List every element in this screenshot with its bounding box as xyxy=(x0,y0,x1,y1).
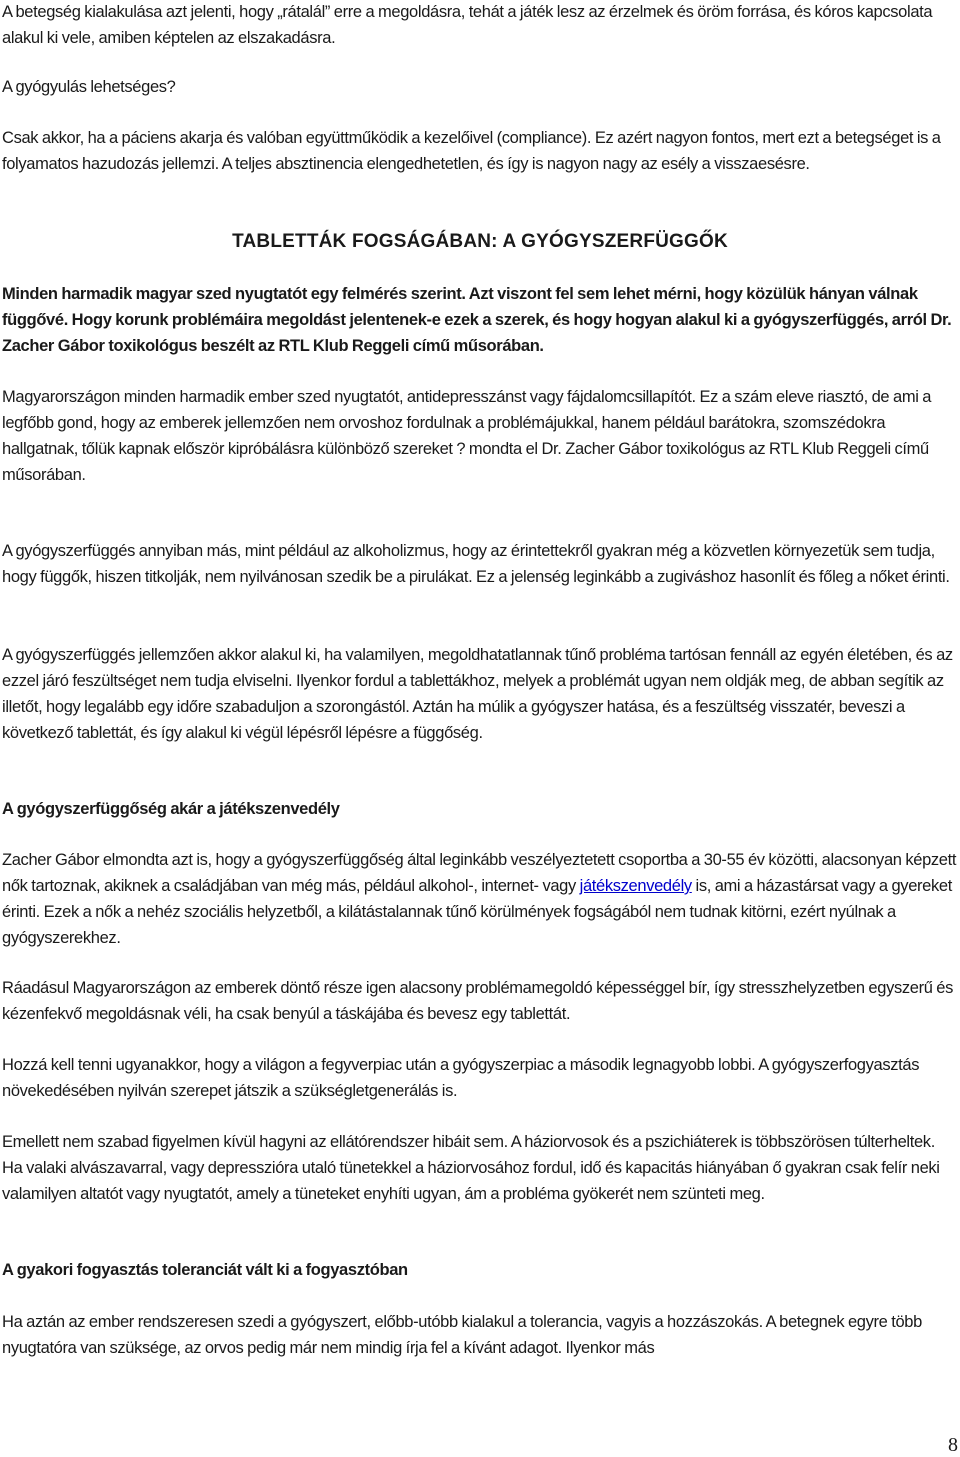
question-recovery: A gyógyulás lehetséges? xyxy=(2,78,176,96)
paragraph-healthcare: Emellett nem szabad figyelmen kívül hagyni az ellátórendszer hibáit sem. A háziorvosok és a pszichiáterek is többszörösen túlterheltek. Ha valaki alvászavarral, vagy depresszióra utaló tünetekkel a háziorvosához fordul, idő és kapacitás hiányában ő gyakran csak felír neki valamilyen altatót vagy nyugtatót, amely a tüneteket enyhíti ugyan, ám a probléma gyökerét nem szünteti meg. xyxy=(2,1133,940,1203)
paragraph-hidden-use: A gyógyszerfüggés annyiban más, mint például az alkoholizmus, hogy az érintettekről gyakran még a közvetlen környezetük sem tudja, hogy függők, hiszen titkolják, nem nyilvánosan szedik be a pirulákat. Ez a jelenség leginkább a zugiváshoz hasonlít és főleg a nőket érinti. xyxy=(2,542,950,586)
paragraph-tolerance: Ha aztán az ember rendszeresen szedi a gyógyszert, előbb-utóbb kialakul a tolerancia, vagyis a hozzászokás. A betegnek egyre több nyugtatóra van szüksége, az orvos pedig már nem mindig írja fel a kívánt adagot. Ilyenkor más xyxy=(2,1313,922,1357)
paragraph-risk-group-part2: is, ami a házastársat vagy a gyereket érinti. Ezek a nők a nehéz szociális helyzetből, a kilátástalannak tűnő körülmények fogságából nem tudnak kitörni, ezért nyúlnak a gyógyszerekhez. xyxy=(2,877,952,947)
article-title: TABLETTÁK FOGSÁGÁBAN: A GYÓGYSZERFÜGGŐK xyxy=(232,231,728,252)
paragraph-risk-group-part1: Zacher Gábor elmondta azt is, hogy a gyógyszerfüggőség által leginkább veszélyeztetett csoportba a 30-55 év közötti, alacsonyan képzett nők tartoznak, akiknek a családjában van még más, például alkohol-, internet- vagy xyxy=(2,851,957,895)
paragraph-addiction-onset: A betegség kialakulása azt jelenti, hogy „rátalál” erre a megoldásra, tehát a játék lesz az érzelmek és öröm forrása, és kóros kapcsolata alakul ki vele, amiben képtelen az elszakadásra. xyxy=(2,3,933,47)
paragraph-problem-solving: Ráadásul Magyarországon az emberek döntő része igen alacsony problémamegoldó képességgel bír, így stresszhelyzetben egyszerű és kézenfekvő megoldásnak véli, ha csak benyúl a táskájába és bevesz egy tablettát. xyxy=(2,979,954,1023)
paragraph-mechanism: A gyógyszerfüggés jellemzően akkor alakul ki, ha valamilyen, megoldhatatlannak tűnő probléma tartósan fennáll az egyén életében, és az ezzel járó feszültséget nem tudja elviselni. Ilyenkor fordul a tablettákhoz, melyek a problémát ugyan nem oldják meg, de abban segítik az illetőt, hogy legalább egy időre szabaduljon a szorongástól. Aztán ha múlik a gyógyszer hatása, és a feszültség visszatér, beveszi a következő tablettát, és így alakul ki végül lépésről lépésre a függőség. xyxy=(2,646,953,742)
paragraph-statistics: Magyarországon minden harmadik ember szed nyugtatót, antidepresszánst vagy fájdalomcsillapítót. Ez a szám eleve riasztó, de ami a legfőbb gond, hogy az emberek jellemzően nem orvoshoz fordulnak a problémájukkal, hanem például barátokra, szomszédokra hallgatnak, tőlük kapnak először kipróbálásra különböző szereket ? mondta el Dr. Zacher Gábor toxikológus az RTL Klub Reggeli című műsorában. xyxy=(2,388,932,484)
page-number: 8 xyxy=(948,1434,958,1456)
subheading-gambling: A gyógyszerfüggőség akár a játékszenvedély xyxy=(2,800,340,818)
paragraph-lobby: Hozzá kell tenni ugyanakkor, hogy a világon a fegyverpiac után a gyógyszerpiac a második legnagyobb lobbi. A gyógyszerfogyasztás növekedésében nyilván szerepet játszik a szükségletgenerálás is. xyxy=(2,1056,920,1100)
paragraph-compliance: Csak akkor, ha a páciens akarja és valóban együttműködik a kezelőivel (compliance). Ez azért nagyon fontos, mert ezt a betegséget is a folyamatos hazudozás jellemzi. A teljes absztinencia elengedhetetlen, és így is nagyon nagy az esély a visszaesésre. xyxy=(2,129,941,173)
subheading-tolerance: A gyakori fogyasztás toleranciát vált ki a fogyasztóban xyxy=(2,1261,408,1279)
paragraph-risk-group xyxy=(2,847,957,951)
article-lead: Minden harmadik magyar szed nyugtatót egy felmérés szerint. Azt viszont fel sem lehet mérni, hogy közülük hányan válnak függővé. Hogy korunk problémáira megoldást jelentenek-e ezek a szerek, és hogy hogyan alakul ki a gyógyszerfüggés, arról Dr. Zacher Gábor toxikológus beszélt az RTL Klub Reggeli című műsorában. xyxy=(2,285,952,355)
gambling-link[interactable]: játékszenvedély xyxy=(579,877,692,895)
